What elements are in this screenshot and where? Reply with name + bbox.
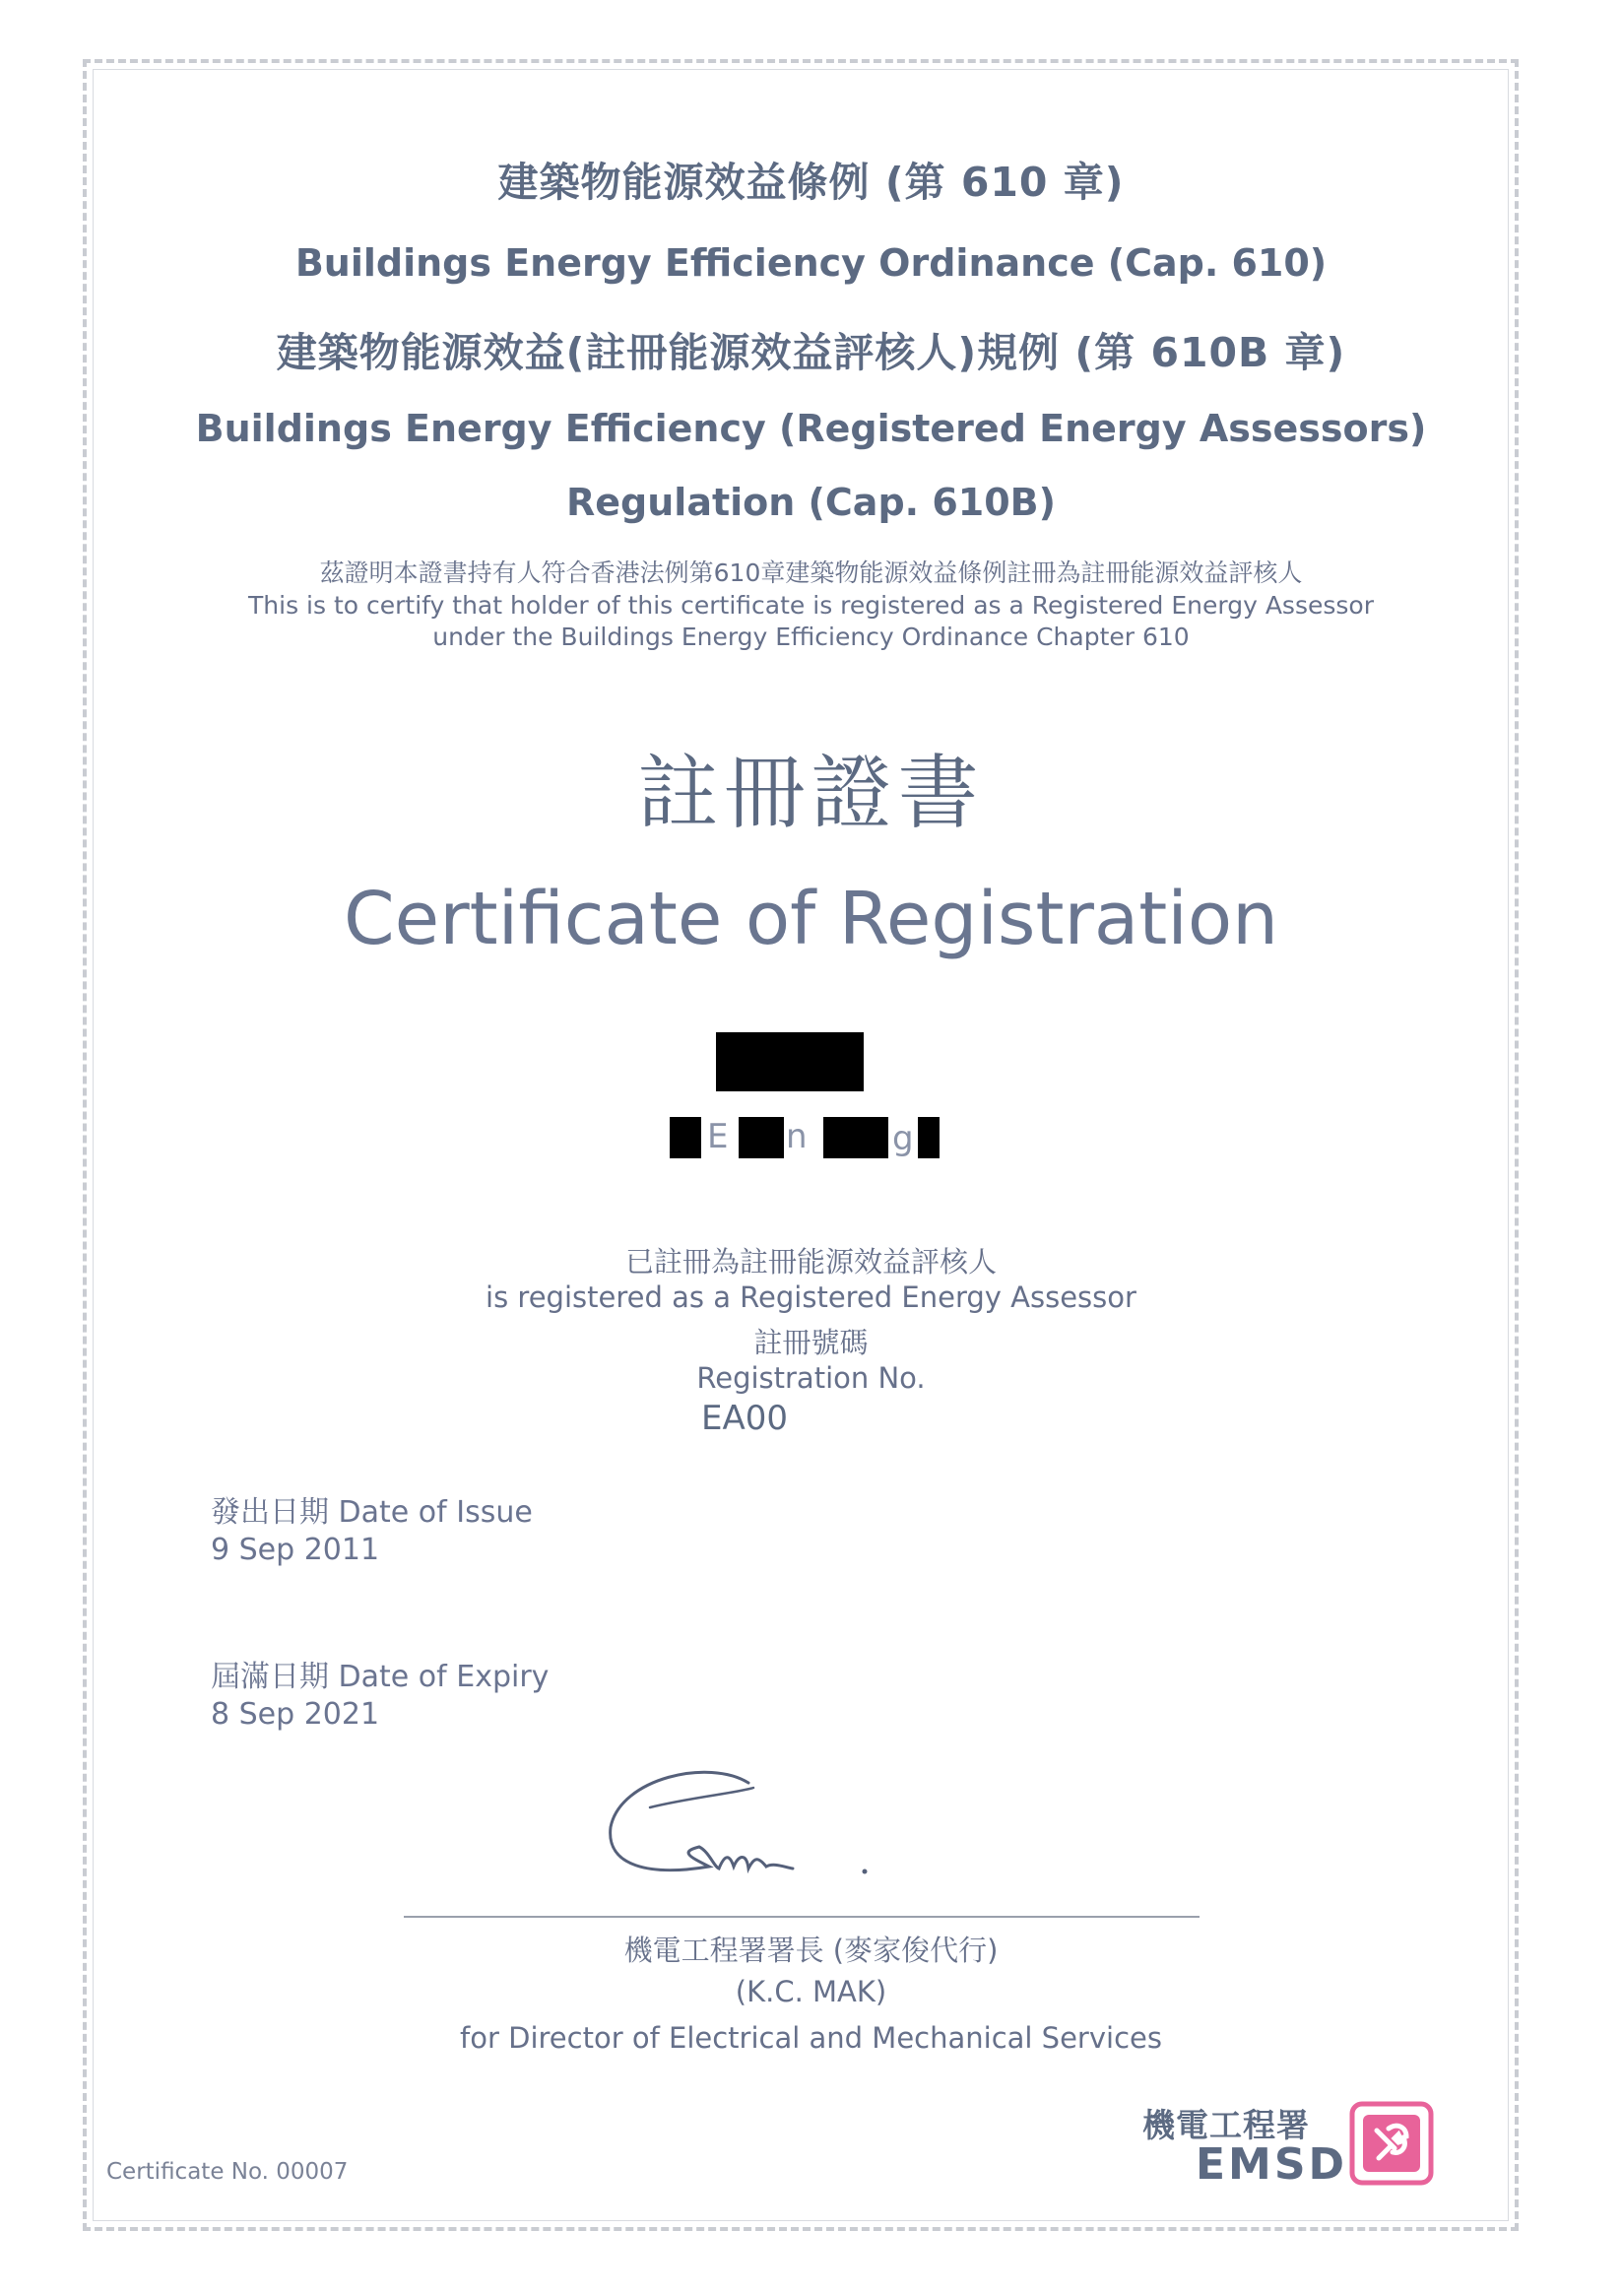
status-en: is registered as a Registered Energy Assessor (486, 1280, 1136, 1314)
redacted-name-part (739, 1117, 784, 1158)
name-fragment: n (786, 1117, 808, 1156)
redacted-name-zh (716, 1032, 864, 1091)
signatory-zh: 機電工程署署長 (麥家俊代行) (623, 1934, 999, 1967)
emsd-logo-icon (1349, 2101, 1434, 2186)
regulation-title-en-line1: Buildings Energy Efficiency (Registered Energy Assessors) (195, 407, 1427, 450)
regulation-title-zh: 建築物能源效益(註冊能源效益評核人)規例 (第 610B 章) (276, 329, 1346, 376)
signature-line (404, 1916, 1200, 1918)
signature (591, 1758, 886, 1896)
issue-date-label-en: Date of Issue (338, 1495, 533, 1530)
regulation-title-en-line2: Regulation (Cap. 610B) (566, 481, 1056, 524)
registration-number: EA00 (701, 1399, 789, 1438)
issue-date-label (211, 1487, 533, 1531)
name-fragment: E (707, 1117, 729, 1156)
certify-statement-en-line2: under the Buildings Energy Efficiency Ordinance Chapter 610 (432, 623, 1190, 651)
expiry-date-label-en: Date of Expiry (338, 1660, 550, 1694)
ordinance-title-zh: 建築物能源效益條例 (第 610 章) (497, 159, 1125, 206)
registration-no-label-zh: 註冊號碼 (753, 1326, 869, 1359)
certify-statement-en-line1: This is to certify that holder of this certificate is registered as a Registered Energy Assessor (248, 591, 1374, 620)
signatory-en: for Director of Electrical and Mechanical Services (460, 2021, 1162, 2055)
issue-date-label-zh: 發出日期 (211, 1495, 329, 1530)
certify-statement-zh: 茲證明本證書持有人符合香港法例第610章建築物能源效益條例註冊為註冊能源效益評核人 (319, 558, 1303, 587)
certificate-title-zh: 註冊證書 (637, 747, 985, 840)
status-zh: 已註冊為註冊能源效益評核人 (624, 1245, 997, 1279)
ordinance-title-en: Buildings Energy Efficiency Ordinance (Cap. 610) (294, 241, 1328, 285)
signatory-name: (K.C. MAK) (735, 1975, 887, 2008)
issue-date-value: 9 Sep 2011 (211, 1533, 380, 1567)
redacted-name-part (918, 1117, 940, 1158)
redacted-name-part (823, 1117, 888, 1158)
registration-no-label-en: Registration No. (696, 1361, 926, 1395)
expiry-date-value: 8 Sep 2021 (211, 1697, 380, 1732)
expiry-date-label-zh: 屆滿日期 (211, 1660, 329, 1694)
certificate-title-en: Certificate of Registration (344, 877, 1278, 961)
certificate-number: Certificate No. 00007 (106, 2159, 349, 2185)
emsd-name-zh: 機電工程署 (1142, 2106, 1310, 2144)
emsd-name-en: EMSD (1196, 2139, 1348, 2190)
name-fragment: g (892, 1119, 914, 1158)
expiry-date-label (211, 1652, 549, 1695)
redacted-name-part (670, 1117, 701, 1158)
